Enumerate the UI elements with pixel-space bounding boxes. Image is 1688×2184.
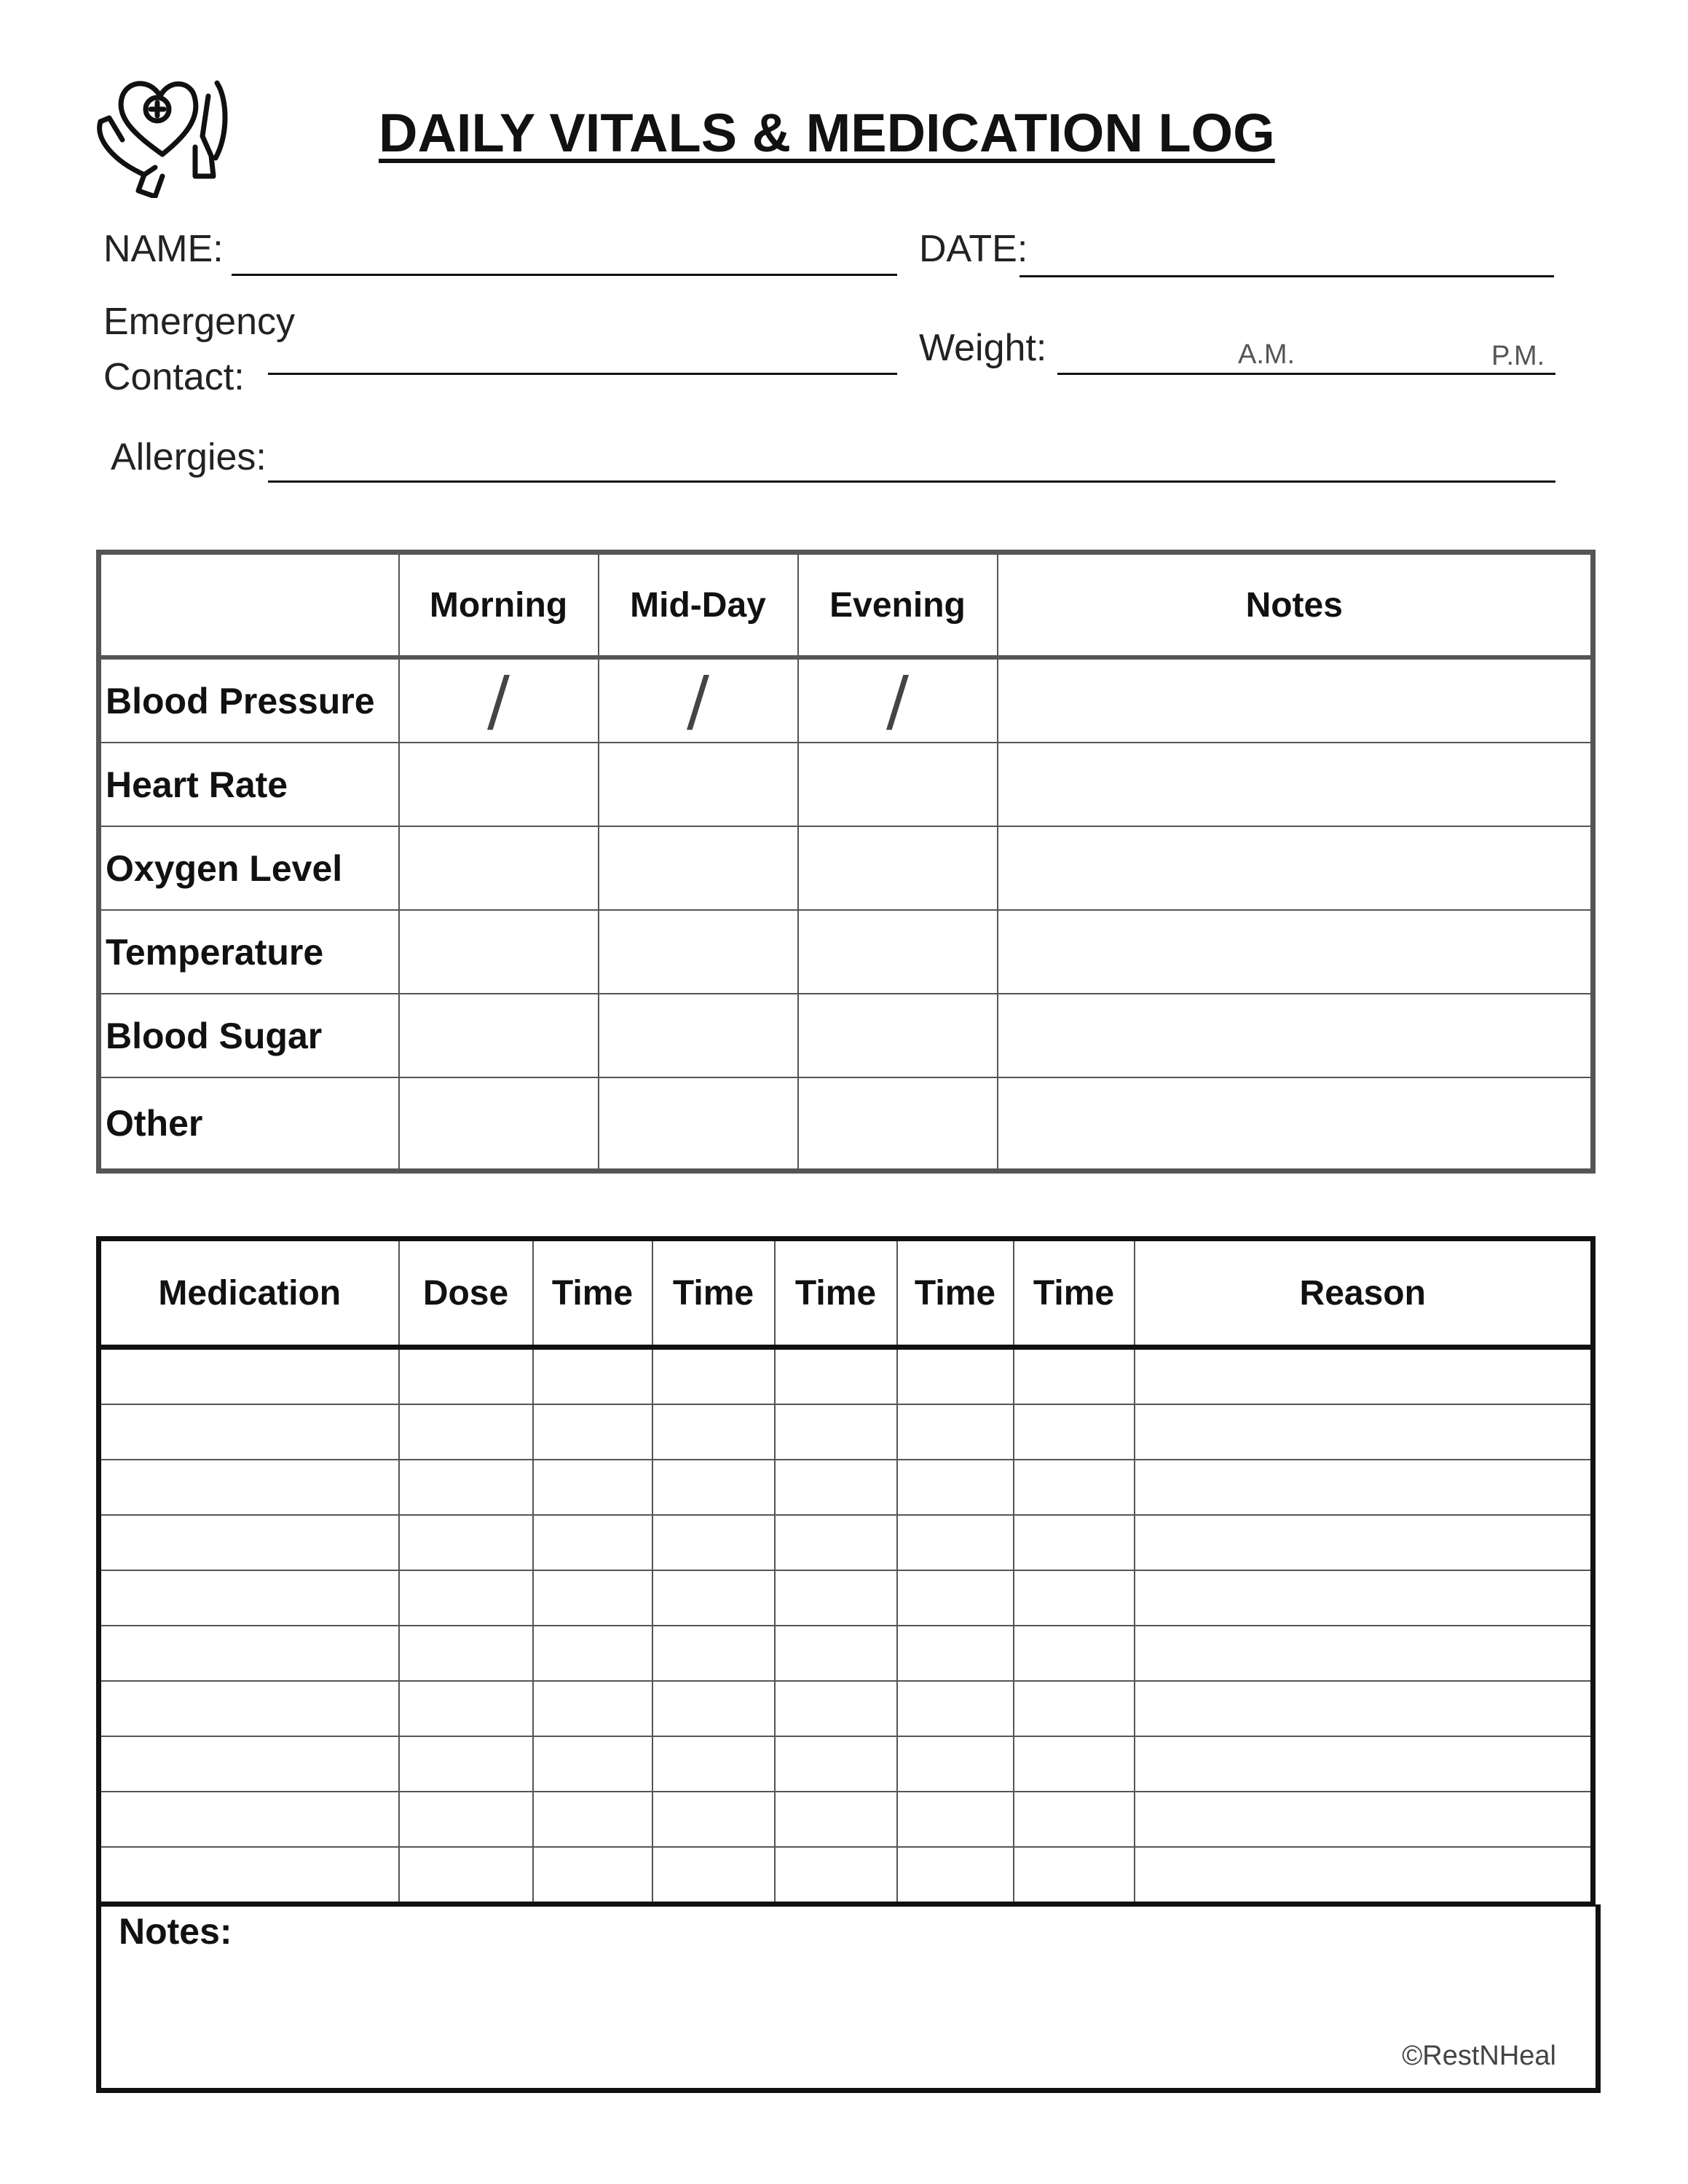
- medication-cell[interactable]: [1135, 1736, 1593, 1792]
- name-label: NAME:: [103, 228, 224, 270]
- bp-midday-cell[interactable]: /: [599, 657, 798, 743]
- vitals-cell[interactable]: [998, 743, 1593, 826]
- vitals-row-blood-pressure: [99, 657, 1593, 743]
- medication-cell[interactable]: [99, 1847, 399, 1904]
- vitals-row-oxygen-level: [99, 826, 1593, 910]
- medication-cell[interactable]: [399, 1348, 533, 1405]
- heart-hands-icon: [93, 67, 239, 198]
- medication-cell[interactable]: [897, 1570, 1014, 1626]
- med-header-time-2: Time: [652, 1239, 775, 1348]
- vitals-row-other: [99, 1077, 1593, 1171]
- page-title: DAILY VITALS & MEDICATION LOG: [379, 103, 1275, 163]
- medication-cell[interactable]: [1135, 1460, 1593, 1515]
- medication-cell[interactable]: [533, 1736, 652, 1792]
- bp-evening-cell[interactable]: /: [798, 657, 998, 743]
- notes-box[interactable]: [96, 1904, 1601, 2093]
- medication-cell[interactable]: [533, 1847, 652, 1904]
- weight-am-label: A.M.: [1238, 339, 1295, 370]
- med-header-dose: Dose: [399, 1239, 533, 1348]
- medication-cell[interactable]: [897, 1681, 1014, 1736]
- copyright-text: ©RestNHeal: [1402, 2041, 1556, 2071]
- weight-label: Weight:: [919, 327, 1047, 369]
- medication-cell[interactable]: [652, 1460, 775, 1515]
- medication-cell[interactable]: [99, 1515, 399, 1570]
- medication-cell[interactable]: [897, 1348, 1014, 1405]
- vitals-header-evening: Evening: [798, 553, 998, 658]
- medication-cell[interactable]: [652, 1847, 775, 1904]
- medication-table: [96, 1236, 1596, 1907]
- medication-cell[interactable]: [652, 1681, 775, 1736]
- medication-cell[interactable]: [99, 1570, 399, 1626]
- medication-cell[interactable]: [775, 1570, 897, 1626]
- weight-field[interactable]: [1057, 373, 1555, 375]
- table-row: [99, 1515, 1593, 1570]
- medication-cell[interactable]: [399, 1736, 533, 1792]
- vitals-cell[interactable]: [599, 743, 798, 826]
- vitals-row-blood-sugar: [99, 994, 1593, 1077]
- medication-cell[interactable]: [533, 1792, 652, 1847]
- medication-cell[interactable]: [399, 1460, 533, 1515]
- medication-header-row: [99, 1239, 1593, 1348]
- vitals-cell[interactable]: [798, 994, 998, 1077]
- medication-cell[interactable]: [99, 1404, 399, 1460]
- table-row: [99, 1847, 1593, 1904]
- vitals-header-row: [99, 553, 1593, 658]
- medication-cell[interactable]: [1135, 1626, 1593, 1681]
- medication-cell[interactable]: [652, 1515, 775, 1570]
- medication-cell[interactable]: [99, 1348, 399, 1405]
- row-label-other: Other: [99, 1077, 399, 1171]
- medication-cell[interactable]: [1014, 1792, 1135, 1847]
- medication-cell[interactable]: [533, 1404, 652, 1460]
- med-header-time-3: Time: [775, 1239, 897, 1348]
- medication-cell[interactable]: [897, 1736, 1014, 1792]
- medication-cell[interactable]: [99, 1460, 399, 1515]
- medication-cell[interactable]: [1014, 1570, 1135, 1626]
- medication-cell[interactable]: [99, 1626, 399, 1681]
- emergency-label-line2: Contact:: [103, 356, 245, 398]
- allergies-label: Allergies:: [111, 436, 267, 478]
- medication-cell[interactable]: [775, 1515, 897, 1570]
- med-header-time-5: Time: [1014, 1239, 1135, 1348]
- row-label-blood-pressure: Blood Pressure: [99, 657, 399, 743]
- medication-cell[interactable]: [533, 1348, 652, 1405]
- vitals-cell[interactable]: [798, 910, 998, 994]
- medication-cell[interactable]: [399, 1792, 533, 1847]
- vitals-cell[interactable]: [798, 1077, 998, 1171]
- row-label-oxygen-level: Oxygen Level: [99, 826, 399, 910]
- emergency-contact-field[interactable]: [268, 373, 897, 375]
- medication-cell[interactable]: [533, 1681, 652, 1736]
- vitals-header-midday: Mid-Day: [599, 553, 798, 658]
- medication-cell[interactable]: [99, 1792, 399, 1847]
- vitals-cell[interactable]: [998, 994, 1593, 1077]
- weight-pm-label: P.M.: [1491, 341, 1545, 371]
- vitals-cell[interactable]: [599, 826, 798, 910]
- vitals-row-heart-rate: [99, 743, 1593, 826]
- vitals-cell[interactable]: [599, 910, 798, 994]
- medication-cell[interactable]: [1135, 1570, 1593, 1626]
- vitals-cell[interactable]: [998, 910, 1593, 994]
- table-row: [99, 1348, 1593, 1405]
- medication-cell[interactable]: [99, 1736, 399, 1792]
- vitals-row-temperature: [99, 910, 1593, 994]
- medication-cell[interactable]: [1014, 1681, 1135, 1736]
- date-label: DATE:: [919, 228, 1028, 270]
- medication-cell[interactable]: [1014, 1404, 1135, 1460]
- medication-cell[interactable]: [897, 1847, 1014, 1904]
- medication-cell[interactable]: [652, 1626, 775, 1681]
- medication-cell[interactable]: [399, 1847, 533, 1904]
- medication-cell[interactable]: [533, 1626, 652, 1681]
- vitals-cell[interactable]: [399, 1077, 599, 1171]
- vitals-cell[interactable]: [998, 826, 1593, 910]
- medication-cell[interactable]: [1135, 1348, 1593, 1405]
- medication-cell[interactable]: [652, 1348, 775, 1405]
- medication-rows: [99, 1348, 1593, 1904]
- medication-cell[interactable]: [399, 1681, 533, 1736]
- table-row: [99, 1792, 1593, 1847]
- medication-cell[interactable]: [775, 1792, 897, 1847]
- vitals-cell[interactable]: [399, 910, 599, 994]
- vitals-cell[interactable]: [599, 1077, 798, 1171]
- emergency-label-line1: Emergency: [103, 301, 295, 343]
- medication-cell[interactable]: [775, 1404, 897, 1460]
- med-header-medication: Medication: [99, 1239, 399, 1348]
- medication-cell[interactable]: [897, 1404, 1014, 1460]
- medication-cell[interactable]: [652, 1792, 775, 1847]
- medication-cell[interactable]: [99, 1681, 399, 1736]
- vitals-cell[interactable]: [399, 994, 599, 1077]
- medication-cell[interactable]: [399, 1404, 533, 1460]
- allergies-field[interactable]: [268, 480, 1555, 483]
- medication-cell[interactable]: [775, 1348, 897, 1405]
- vitals-cell[interactable]: [998, 1077, 1593, 1171]
- medication-cell[interactable]: [1135, 1792, 1593, 1847]
- medication-cell[interactable]: [1014, 1348, 1135, 1405]
- medication-cell[interactable]: [399, 1515, 533, 1570]
- medication-cell[interactable]: [1014, 1736, 1135, 1792]
- medication-cell[interactable]: [1135, 1404, 1593, 1460]
- medication-cell[interactable]: [399, 1570, 533, 1626]
- table-row: [99, 1681, 1593, 1736]
- vitals-header-blank: [99, 553, 399, 658]
- medication-cell[interactable]: [775, 1460, 897, 1515]
- bp-morning-cell[interactable]: /: [399, 657, 599, 743]
- date-field[interactable]: [1019, 275, 1554, 277]
- notes-label: Notes:: [119, 1911, 232, 1952]
- medication-cell[interactable]: [1135, 1847, 1593, 1904]
- vitals-cell[interactable]: [399, 743, 599, 826]
- medication-cell[interactable]: [1014, 1847, 1135, 1904]
- medication-cell[interactable]: [652, 1570, 775, 1626]
- vitals-header-notes: Notes: [998, 553, 1593, 658]
- medication-cell[interactable]: [652, 1404, 775, 1460]
- vitals-cell[interactable]: [399, 826, 599, 910]
- bp-notes-cell[interactable]: [998, 657, 1593, 743]
- medication-cell[interactable]: [897, 1460, 1014, 1515]
- medication-cell[interactable]: [897, 1626, 1014, 1681]
- medication-cell[interactable]: [1014, 1515, 1135, 1570]
- medication-cell[interactable]: [1135, 1515, 1593, 1570]
- medication-cell[interactable]: [775, 1736, 897, 1792]
- name-field[interactable]: [232, 274, 897, 276]
- medication-cell[interactable]: [1014, 1626, 1135, 1681]
- vitals-table: [96, 550, 1596, 1174]
- med-header-reason: Reason: [1135, 1239, 1593, 1348]
- medication-cell[interactable]: [533, 1460, 652, 1515]
- medication-cell[interactable]: [652, 1736, 775, 1792]
- row-label-temperature: Temperature: [99, 910, 399, 994]
- medication-cell[interactable]: [1014, 1460, 1135, 1515]
- vitals-header-morning: Morning: [399, 553, 599, 658]
- vitals-cell[interactable]: [798, 826, 998, 910]
- med-header-time-1: Time: [533, 1239, 652, 1348]
- row-label-heart-rate: Heart Rate: [99, 743, 399, 826]
- medication-cell[interactable]: [897, 1792, 1014, 1847]
- medication-cell[interactable]: [775, 1681, 897, 1736]
- medication-cell[interactable]: [775, 1626, 897, 1681]
- medication-cell[interactable]: [1135, 1681, 1593, 1736]
- medication-cell[interactable]: [533, 1515, 652, 1570]
- medication-cell[interactable]: [775, 1847, 897, 1904]
- table-row: [99, 1736, 1593, 1792]
- table-row: [99, 1404, 1593, 1460]
- vitals-cell[interactable]: [599, 994, 798, 1077]
- medication-cell[interactable]: [399, 1626, 533, 1681]
- med-header-time-4: Time: [897, 1239, 1014, 1348]
- row-label-blood-sugar: Blood Sugar: [99, 994, 399, 1077]
- table-row: [99, 1570, 1593, 1626]
- medication-cell[interactable]: [533, 1570, 652, 1626]
- medication-cell[interactable]: [897, 1515, 1014, 1570]
- table-row: [99, 1626, 1593, 1681]
- table-row: [99, 1460, 1593, 1515]
- vitals-cell[interactable]: [798, 743, 998, 826]
